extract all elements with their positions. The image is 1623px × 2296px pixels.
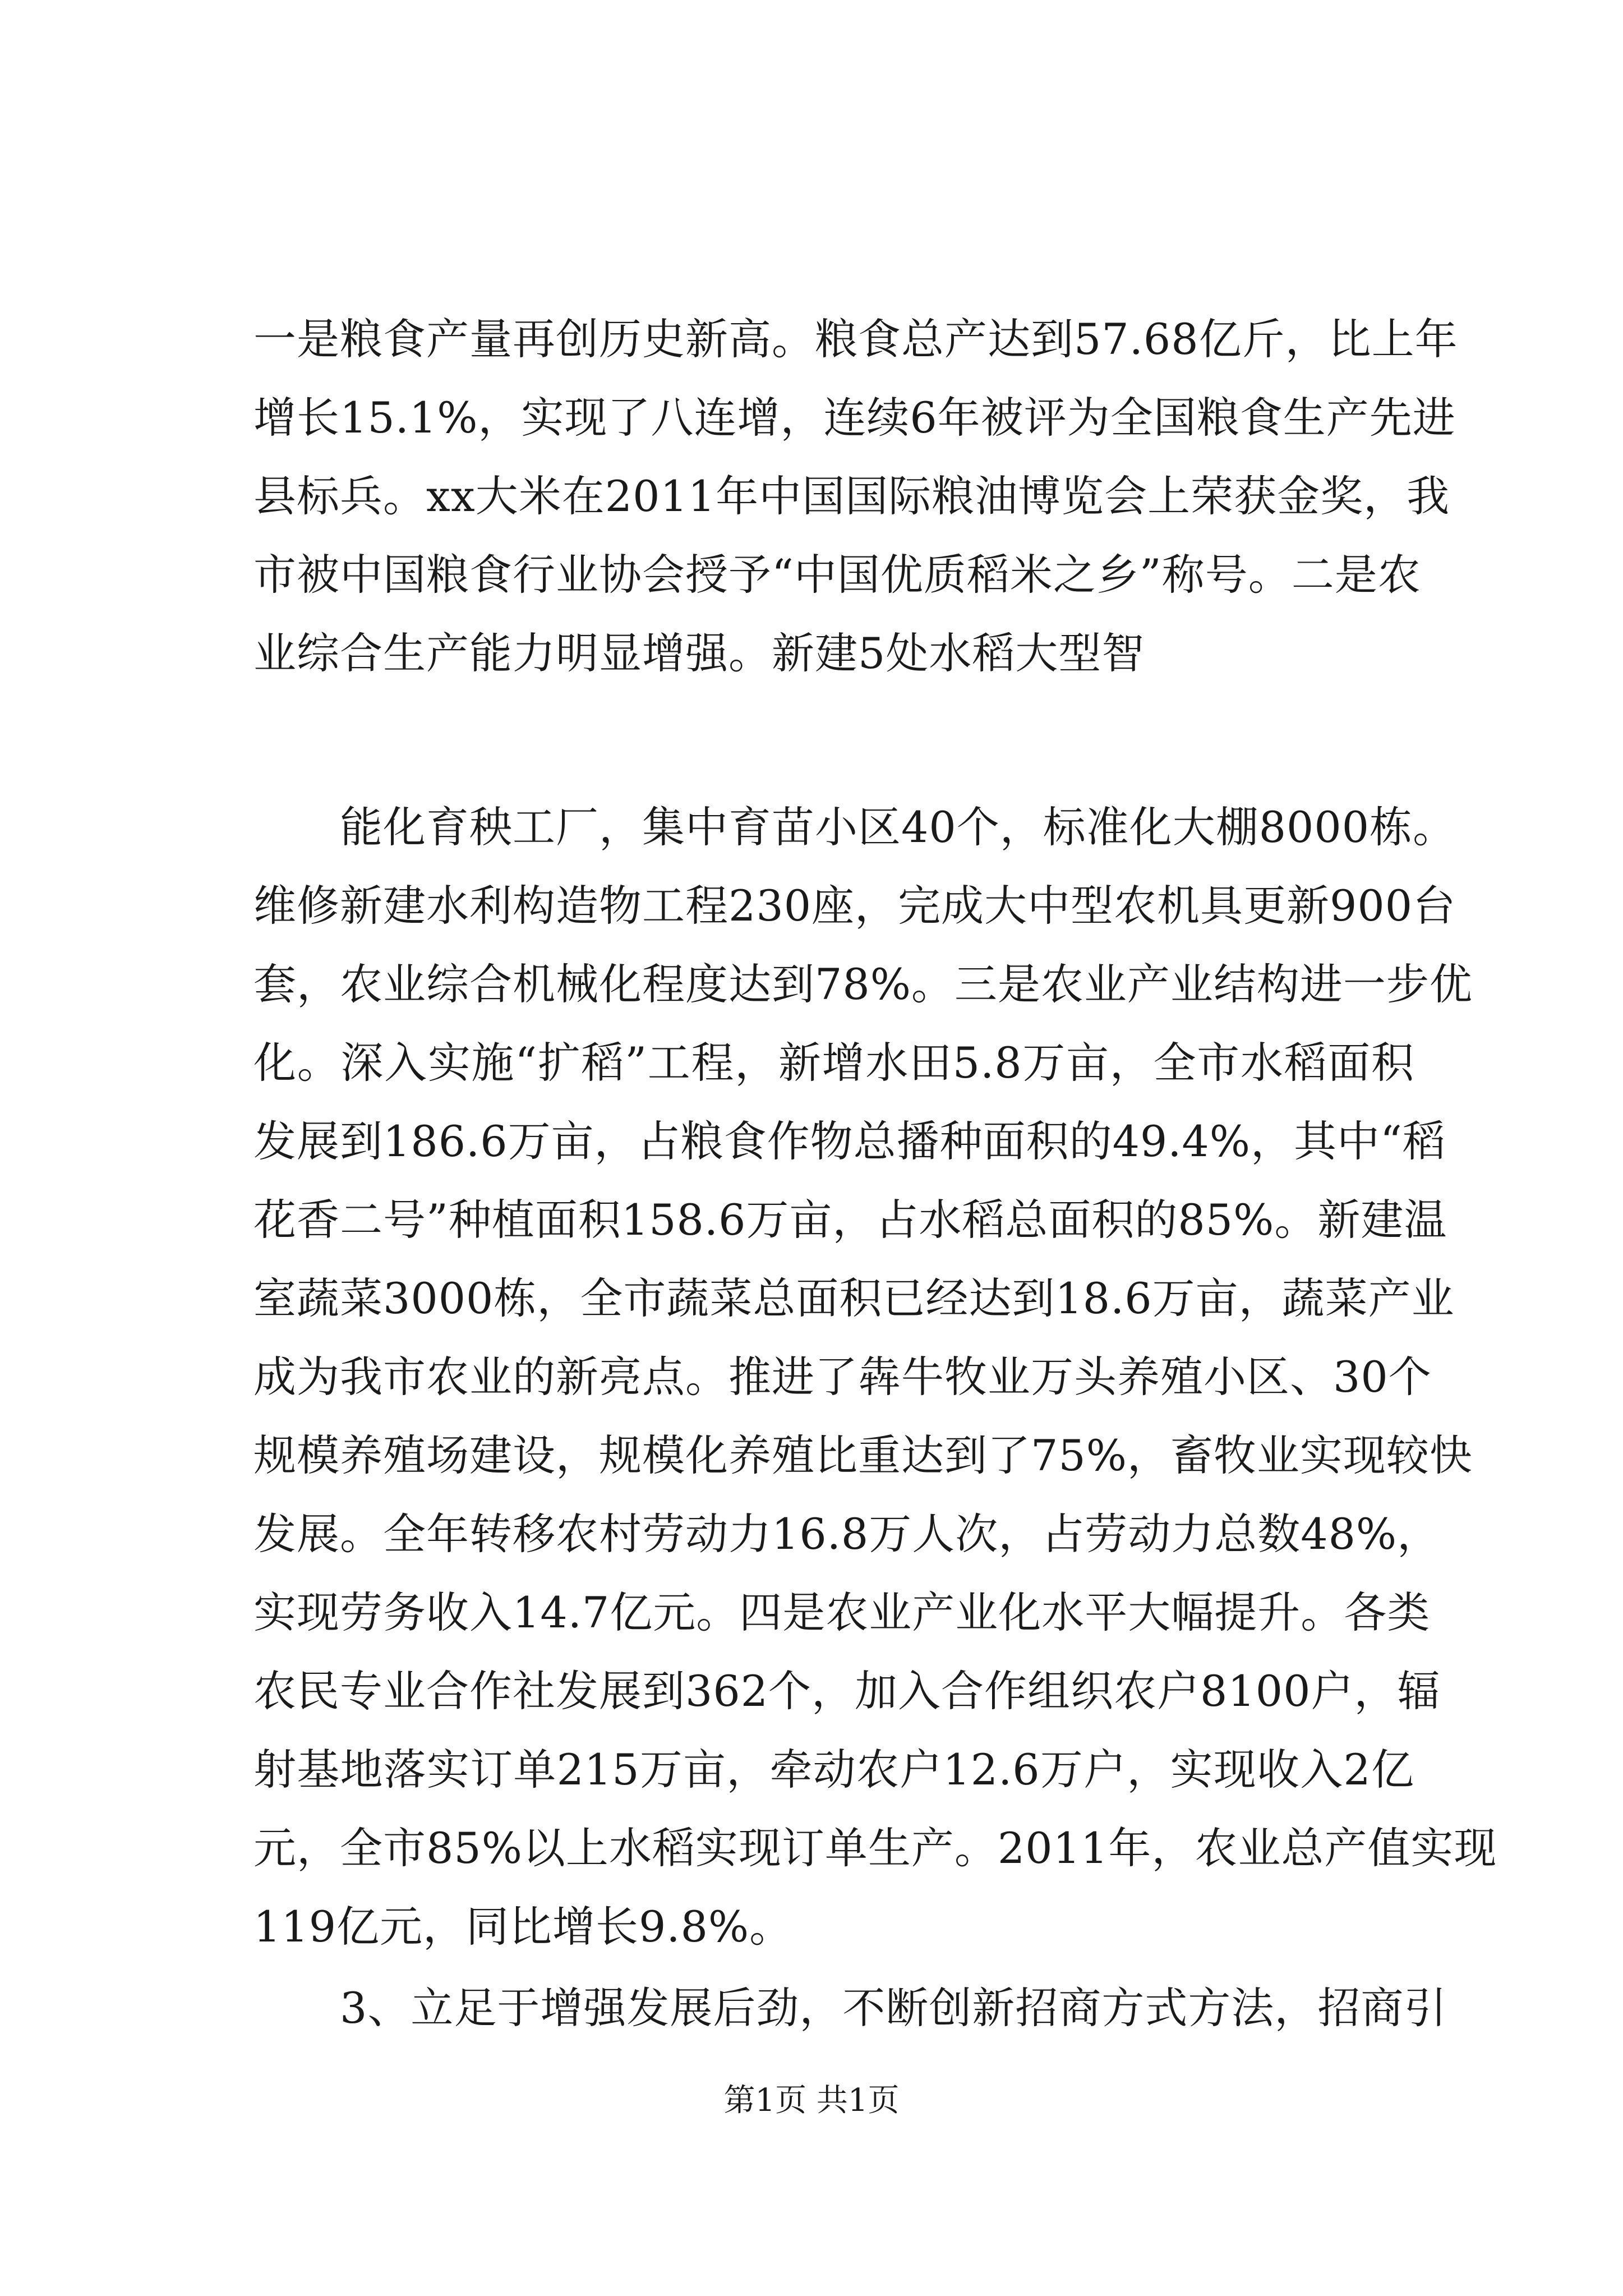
text-line: 室蔬菜3000栋，全市蔬菜总面积已经达到18.6万亩，蔬菜产业: [253, 1273, 1455, 1323]
text-line: 花香二号”种植面积158.6万亩，占水稻总面积的85%。新建温: [253, 1195, 1447, 1245]
text-line: 规模养殖场建设，规模化养殖比重达到了75%，畜牧业实现较快: [253, 1430, 1473, 1480]
text-line: 3、立足于增强发展后劲，不断创新招商方式方法，招商引: [253, 1983, 1447, 2033]
text-line: 一是粮食产量再创历史新高。粮食总产达到57.68亿斤，比上年: [253, 314, 1458, 364]
text-line: 化。深入实施“扩稻”工程，新增水田5.8万亩，全市水稻面积: [253, 1038, 1414, 1088]
page-footer: 第1页 共1页: [723, 2082, 900, 2119]
text-line: 射基地落实订单215万亩，牵动农户12.6万户，实现收入2亿: [253, 1745, 1414, 1795]
text-line: 业综合生产能力明显增强。新建5处水稻大型智: [253, 628, 1145, 678]
text-line: 119亿元，同比增长9.8%。: [253, 1902, 793, 1952]
text-line: 市被中国粮食行业协会授予“中国优质稻米之乡”称号。二是农: [253, 550, 1421, 600]
paragraph-investment: [253, 1969, 1447, 2047]
text-line: 能化育秧工厂，集中育苗小区40个，标准化大棚8000栋。: [253, 802, 1456, 852]
text-line: 实现劳务收入14.7亿元。四是农业产业化水平大幅提升。各类: [253, 1588, 1431, 1637]
text-line: 成为我市农业的新亮点。推进了犇牛牧业万头养殖小区、30个: [253, 1352, 1432, 1402]
text-line: 农民专业合作社发展到362个，加入合作组织农户8100户，辐: [253, 1666, 1441, 1716]
text-line: 增长15.1%，实现了八连增，连续6年被评为全国粮食生产先进: [253, 393, 1456, 443]
text-line: 县标兵。xx大米在2011年中国国际粮油博览会上荣获金奖，我: [253, 471, 1450, 521]
paragraph-grain-output: [253, 300, 1458, 693]
text-line: 元，全市85%以上水稻实现订单生产。2011年，农业总产值实现: [253, 1823, 1497, 1873]
text-line: 维修新建水利构造物工程230座，完成大中型农机具更新900台: [253, 881, 1456, 931]
text-line: 套，农业综合机械化程度达到78%。三是农业产业结构进一步优: [253, 959, 1473, 1009]
text-line: 发展。全年转移农村劳动力16.8万人次，占劳动力总数48%，: [253, 1509, 1441, 1559]
text-line: 发展到186.6万亩，占粮食作物总播种面积的49.4%，其中“稻: [253, 1116, 1446, 1166]
paragraph-agriculture-progress: [253, 788, 1497, 1966]
